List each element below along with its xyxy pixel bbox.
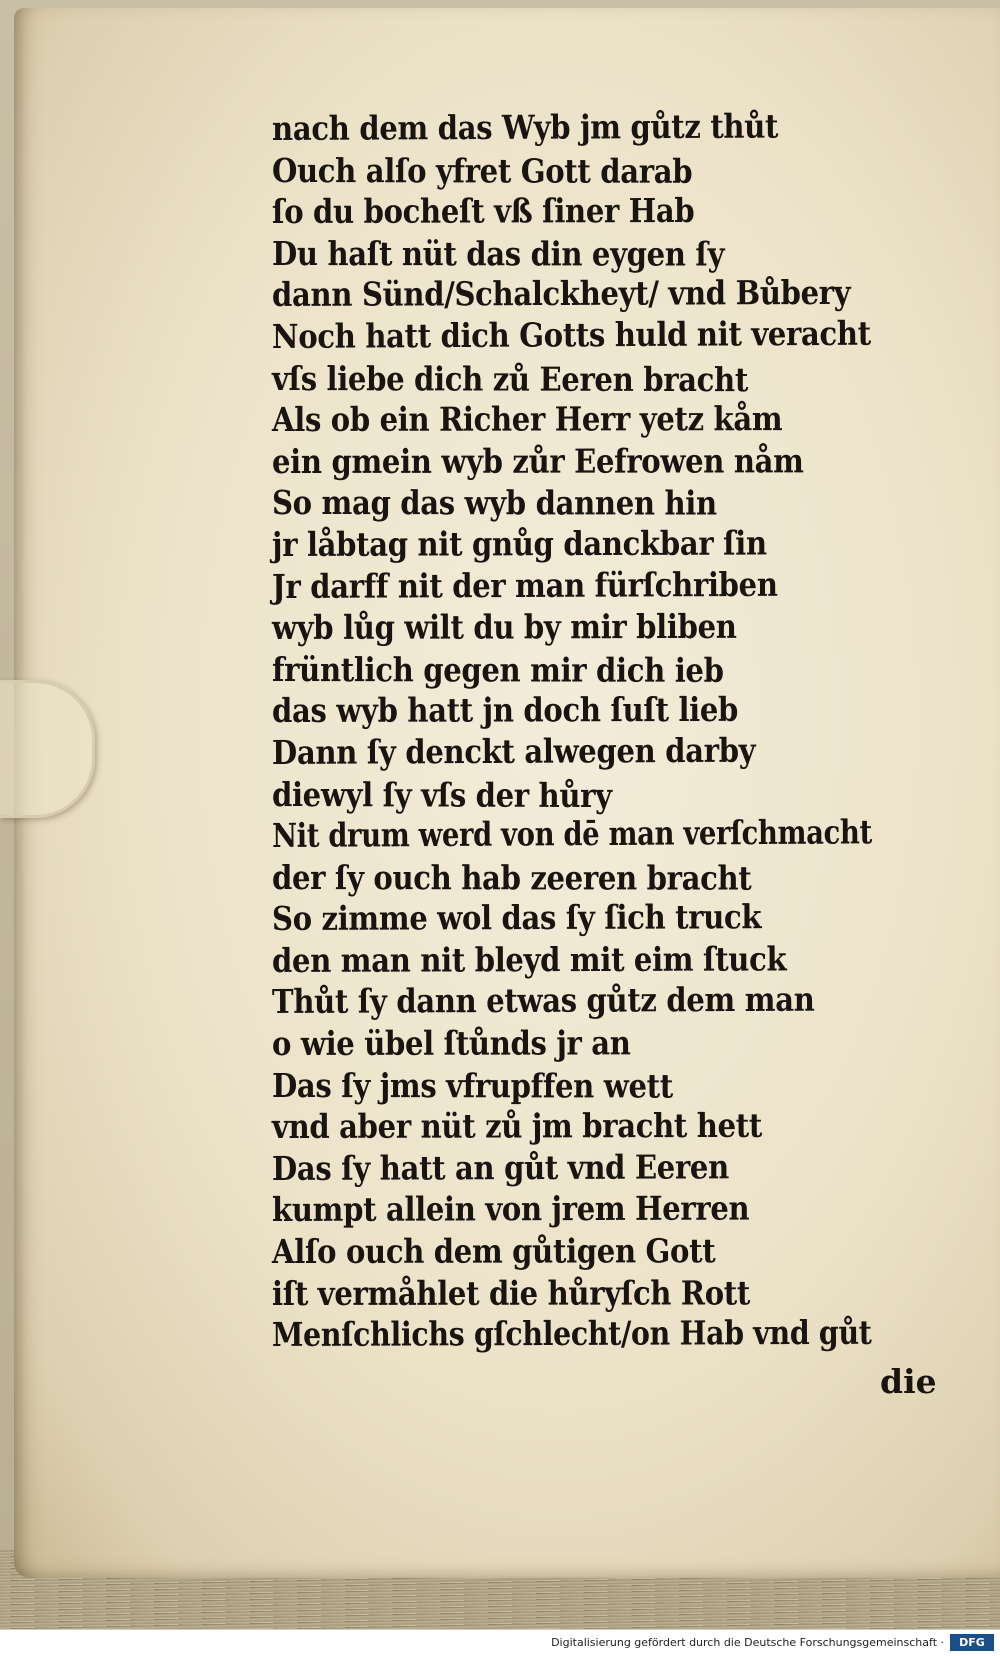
verse-line: den man nit bleyd mit eim ſtuck [271,939,787,980]
verse-line: Alſo ouch dem gůtigen Gott [271,1231,716,1272]
verse-line: der ſy ouch hab zeeren bracht [271,857,752,898]
verse-line: Menſchlichs gſchlecht/on Hab vnd gůt [271,1313,872,1355]
verse-line: vnd aber nüt zů jm bracht hett [271,1106,762,1147]
verse-line: Das ſy hatt an gůt vnd Eeren [271,1147,729,1188]
verse-line: So mag das wyb dannen hin [271,483,717,523]
verse-line: Ouch alſo yfret Gott darab [271,150,693,191]
verse-line: vſs liebe dich zů Eeren bracht [271,358,749,399]
verse-line: nach dem das Wyb jm gůtz thůt [271,106,779,148]
verse-line: Du haſt nüt das din eygen ſy [271,233,725,274]
verse-line: Noch hatt dich Gotts huld nit veracht [271,313,871,356]
footer-bar [0,1629,1000,1656]
verse-line: So zimme wol das ſy ſich truck [271,897,762,939]
verse-line: ein gmein wyb zůr Eefrowen nåm [271,441,804,481]
verse-line: jr låbtag nit gnůg danckbar ſin [271,523,767,564]
verse-line: Das ſy jms vfrupffen wett [271,1065,673,1106]
dfg-logo: DFG [950,1634,994,1651]
verse-line: wyb lůg wilt du by mir bliben [271,606,737,648]
verse-line: früntlich gegen mir dich ieb [271,649,724,690]
catchword: die [880,1362,937,1401]
verse-line: iſt vermåhlet die hůryſch Rott [271,1273,750,1313]
verse-line: o wie übel ſtůnds jr an [271,1023,631,1064]
verse-line: dann Sünd/Schalckheyt/ vnd Bůbery [271,273,851,315]
verse-line: das wyb hatt jn doch ſuſt lieb [271,690,739,731]
funding-notice: Digitalisierung gefördert durch die Deutsche Forschungsgemeinschaft · [551,1636,944,1649]
verse-text-block [272,108,952,1356]
verse-line: diewyl ſy vſs der hůry [271,774,612,815]
verse-line: Nit drum werd von dē man verſchmacht [271,812,872,856]
verse-line: Jr darff nit der man fürſchriben [271,564,778,606]
verse-line: Thůt ſy dann etwas gůtz dem man [271,980,815,1022]
verse-line: Dann ſy denckt alwegen darby [271,730,756,772]
verse-line: Als ob ein Richer Herr yetz kåm [271,399,783,440]
verse-line: kumpt allein von jrem Herren [271,1188,750,1230]
verse-line: ſo du bocheſt vß ſiner Hab [271,191,695,232]
